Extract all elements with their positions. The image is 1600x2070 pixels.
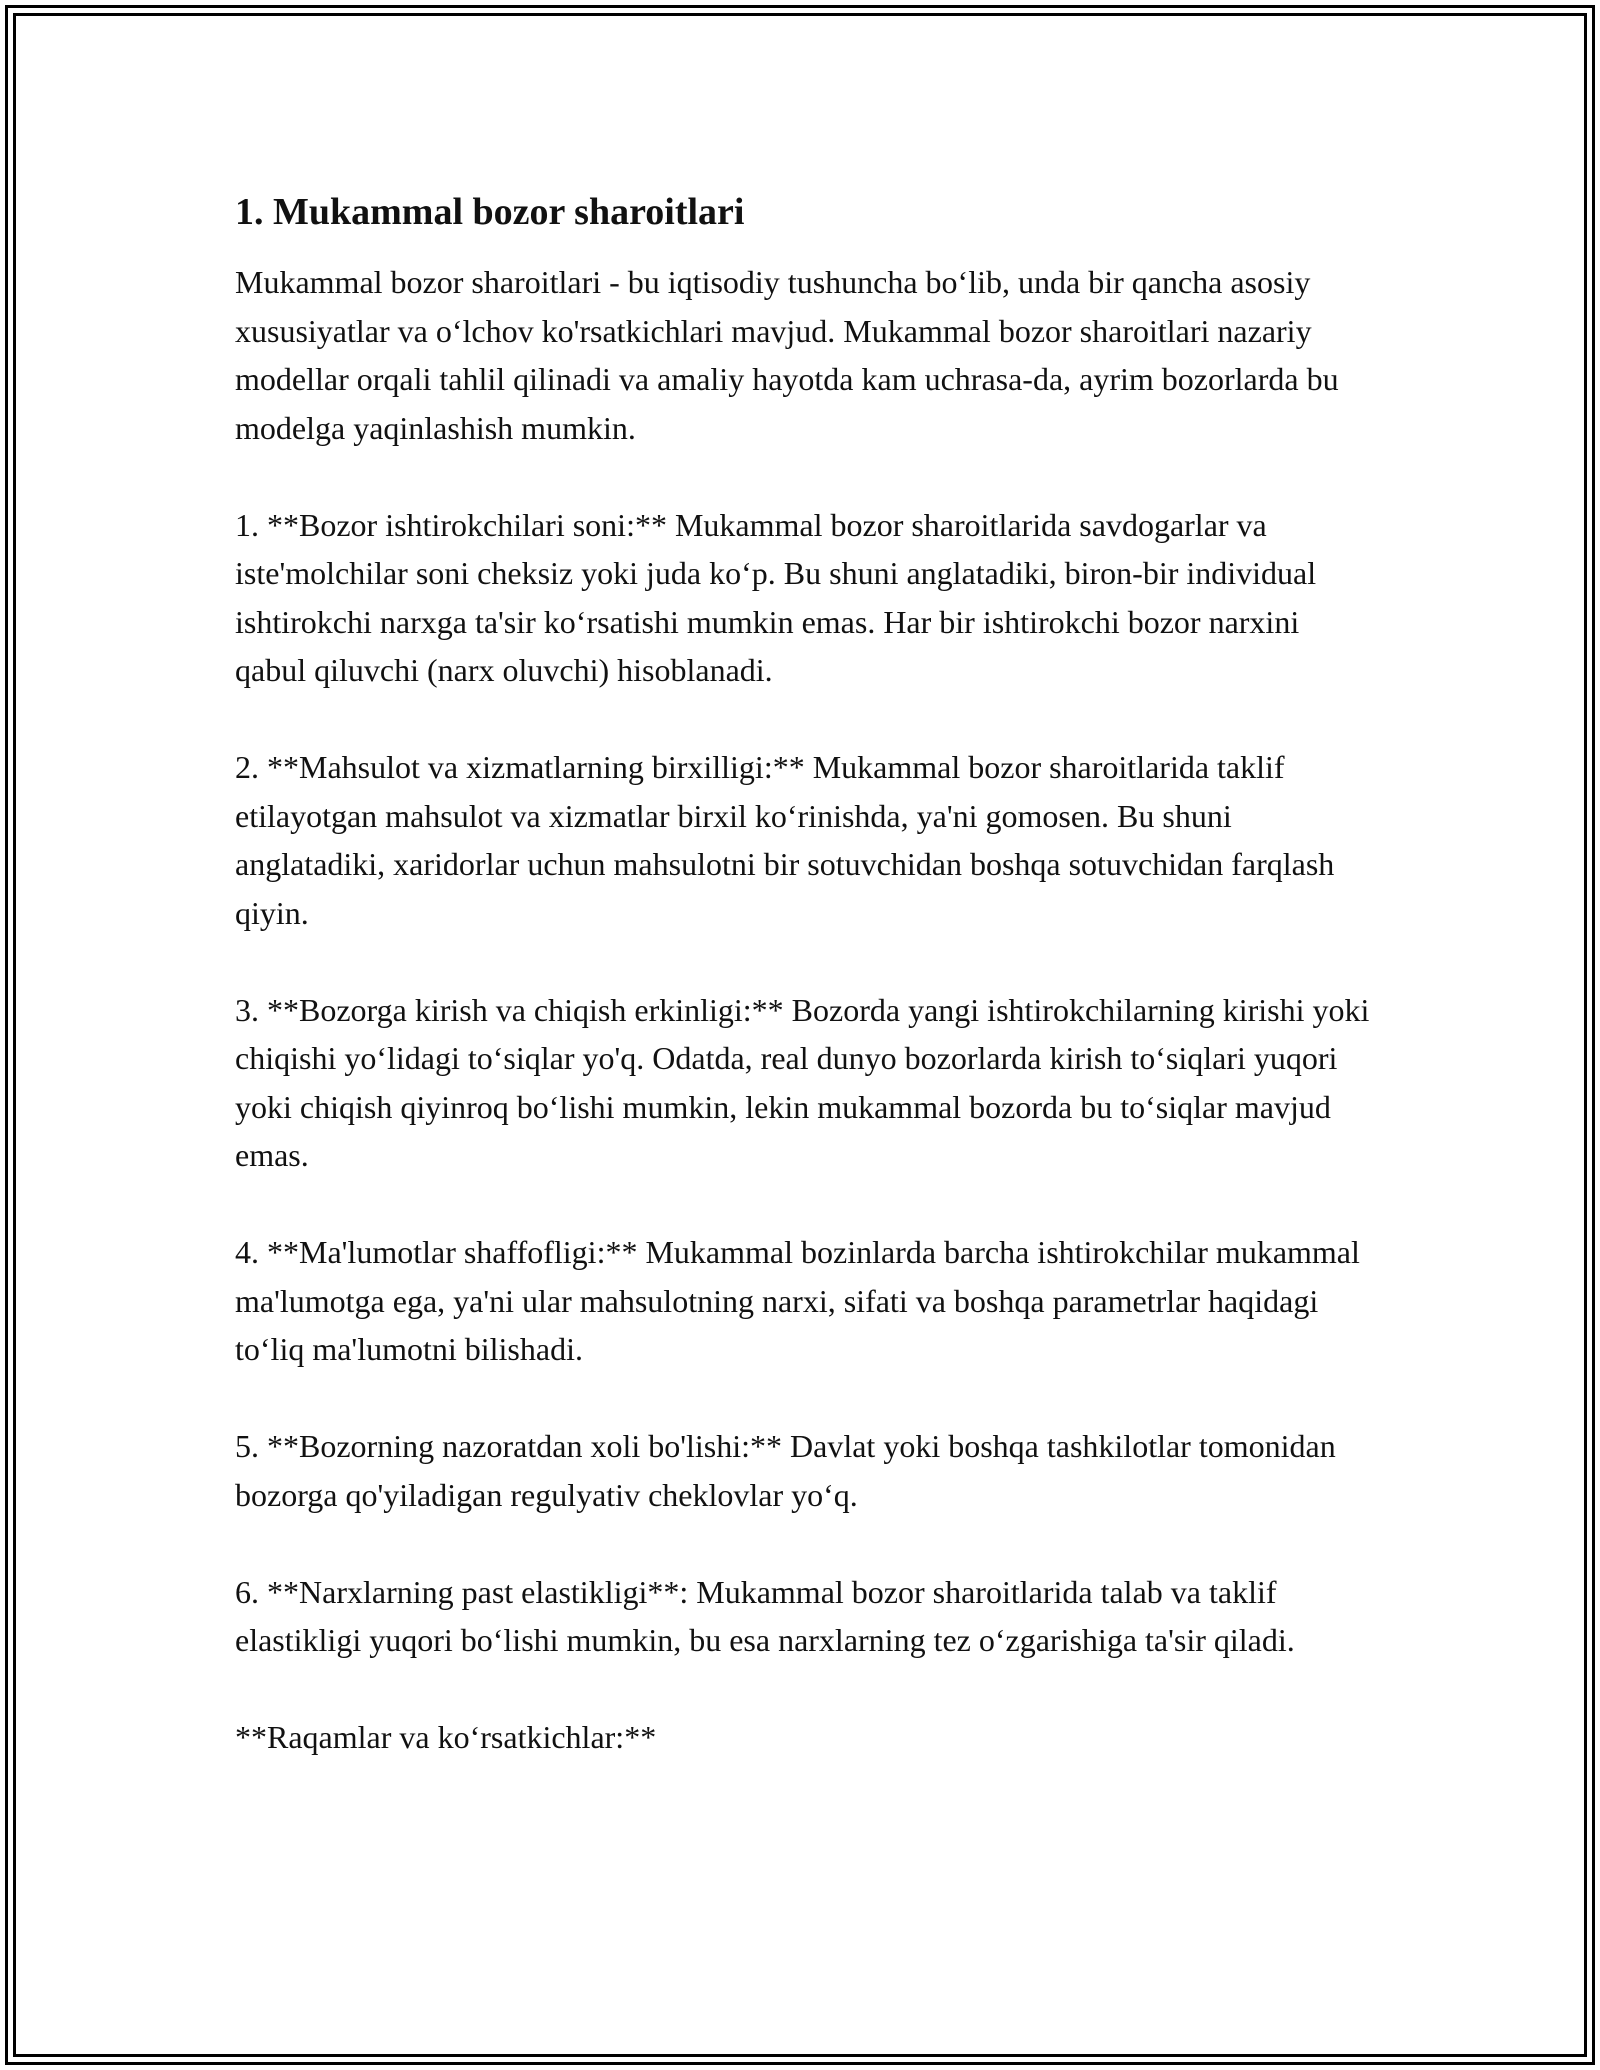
list-item-homogeneity: 2. **Mahsulot va xizmatlarning birxilligi:** Mukammal bozor sharoitlarida taklif etilayotgan mahsulot va xizmatlar birxil ko‘rinishda, ya'ni gomosen. Bu shuni anglatadiki, xaridorlar uchun mahsulotni bir sotuvchidan boshqa sotuvchidan farqlash qiyin. <box>235 749 1335 931</box>
list-item-elasticity: 6. **Narxlarning past elastikligi**: Mukammal bozor sharoitlarida talab va taklif elastikligi yuqori bo‘lishi mumkin, bu esa narxlarning tez o‘zgarishiga ta'sir qiladi. <box>235 1573 1295 1658</box>
document-title: 1. Mukammal bozor sharoitlari <box>235 191 745 233</box>
document-body <box>235 188 1375 1810</box>
list-item-participants: 1. **Bozor ishtirokchilari soni:** Mukammal bozor sharoitlarida savdogarlar va iste'molchilar soni cheksiz yoki juda ko‘p. Bu shuni anglatadiki, biron-bir individual ishtirokchi narxga ta'sir ko‘rsatishi mumkin emas. Har bir ishtirokchi bozor narxini qabul qiluvchi (narx oluvchi) hisoblanadi. <box>235 506 1317 688</box>
intro-paragraph: Mukammal bozor sharoitlari - bu iqtisodiy tushuncha bo‘lib, unda bir qancha asosiy xususiyatlar va o‘lchov ko'rsatkichlari mavjud. Mukammal bozor sharoitlari nazariy modellar orqali tahlil qilinadi va amaliy hayotda kam uchrasa-da, ayrim bozorlarda bu modelga yaqinlashish mumkin. <box>235 264 1339 446</box>
list-item-entry-exit: 3. **Bozorga kirish va chiqish erkinligi:** Bozorda yangi ishtirokchilarning kirishi yoki chiqishi yo‘lidagi to‘siqlar yo'q. Odatda, real dunyo bozorlarda kirish to‘siqlari yuqori yoki chiqish qiyinroq bo‘lishi mumkin, lekin mukammal bozorda bu to‘siqlar mavjud emas. <box>235 991 1370 1173</box>
list-item-regulation: 5. **Bozorning nazoratdan xoli bo'lishi:** Davlat yoki boshqa tashkilotlar tomonidan bozorga qo'yiladigan regulyativ cheklovlar yo‘q. <box>235 1428 1336 1513</box>
list-item-transparency: 4. **Ma'lumotlar shaffofligi:** Mukammal bozinlarda barcha ishtirokchilar mukammal ma'lumotga ega, ya'ni ular mahsulotning narxi, sifati va boshqa parametrlar haqidagi to‘liq ma'lumotni bilishadi. <box>235 1234 1360 1367</box>
section-heading-figures: **Raqamlar va ko‘rsatkichlar:** <box>235 1719 657 1755</box>
